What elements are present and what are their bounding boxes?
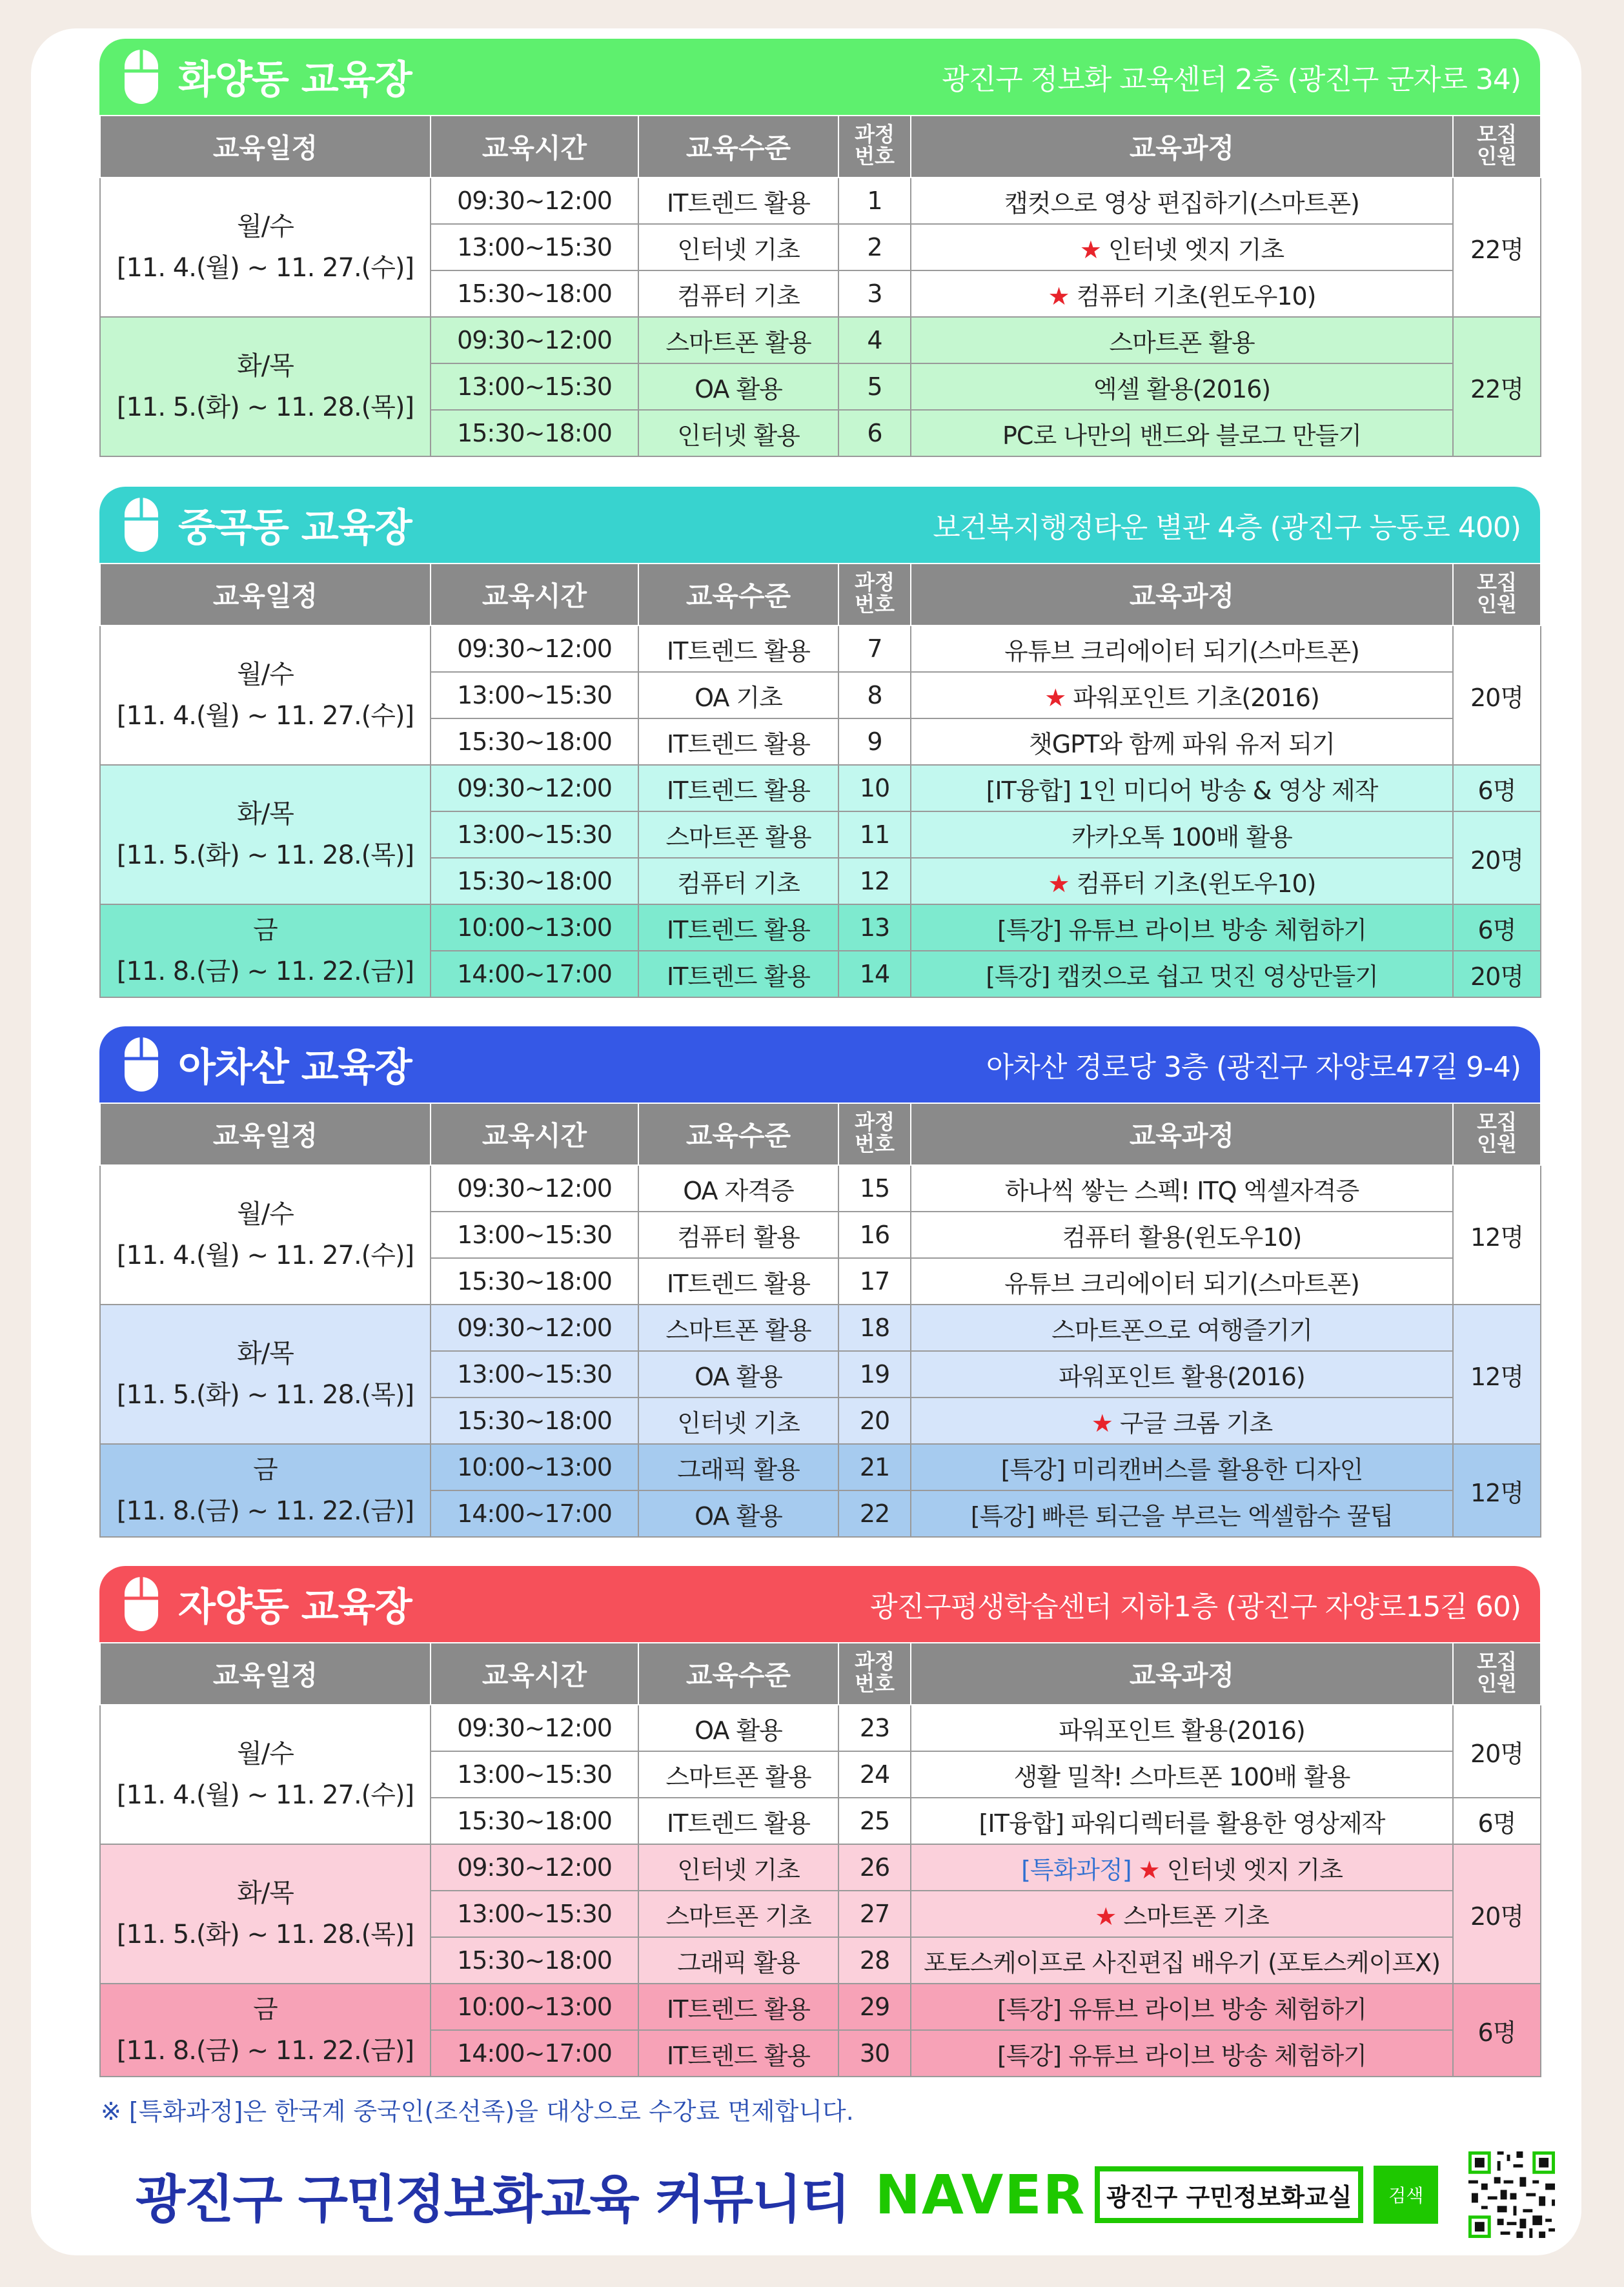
- course-cell: [특강] 빠른 퇴근을 부르는 엑셀함수 꿀팁: [911, 1490, 1453, 1537]
- star-icon: ★: [1138, 1855, 1160, 1884]
- header-time: 교육시간: [431, 1103, 638, 1165]
- naver-search-input[interactable]: 광진구 구민정보화교실: [1095, 2166, 1363, 2223]
- course-no-cell: 8: [838, 672, 911, 718]
- schedule-cell: 금 [11. 8.(금) ~ 11. 22.(금)]: [100, 1984, 431, 2077]
- header-time: 교육시간: [431, 1643, 638, 1705]
- level-cell: 인터넷 기초: [638, 1398, 838, 1444]
- time-cell: 13:00~15:30: [431, 1751, 638, 1798]
- course-cell: ★ 파워포인트 기초(2016): [911, 672, 1453, 718]
- header-course-no: 과정 번호: [838, 564, 911, 625]
- capacity-cell: 20명: [1453, 625, 1541, 765]
- time-cell: 09:30~12:00: [431, 1165, 638, 1212]
- course-cell: ★ 인터넷 엣지 기초: [911, 224, 1453, 270]
- course-cell: 엑셀 활용(2016): [911, 363, 1453, 410]
- time-cell: 15:30~18:00: [431, 858, 638, 904]
- header-capacity: 모집 인원: [1453, 1643, 1541, 1705]
- special-course-tag: [특화과정]: [1021, 1855, 1132, 1884]
- course-cell: [특강] 유튜브 라이브 방송 체험하기: [911, 2030, 1453, 2077]
- header-schedule: 교육일정: [100, 564, 431, 625]
- time-cell: 09:30~12:00: [431, 1705, 638, 1751]
- course-no-cell: 29: [838, 1984, 911, 2030]
- course-no-cell: 30: [838, 2030, 911, 2077]
- header-course: 교육과정: [911, 1103, 1453, 1165]
- table-row: [100, 1444, 1541, 1490]
- star-icon: ★: [1048, 281, 1070, 310]
- capacity-cell: 20명: [1453, 1844, 1541, 1984]
- time-cell: 10:00~13:00: [431, 1984, 638, 2030]
- schedule-cell: 화/목 [11. 5.(화) ~ 11. 28.(목)]: [100, 1844, 431, 1984]
- course-no-cell: 25: [838, 1798, 911, 1844]
- level-cell: IT트렌드 활용: [638, 1258, 838, 1305]
- header-course-no: 과정 번호: [838, 1103, 911, 1165]
- course-cell: 파워포인트 활용(2016): [911, 1705, 1453, 1751]
- course-cell: [IT융합] 파워디렉터를 활용한 영상제작: [911, 1798, 1453, 1844]
- table-row: [100, 765, 1541, 811]
- header-capacity: 모집 인원: [1453, 564, 1541, 625]
- schedule-cell: 월/수 [11. 4.(월) ~ 11. 27.(수)]: [100, 178, 431, 317]
- course-no-cell: 15: [838, 1165, 911, 1212]
- header-schedule: 교육일정: [100, 116, 431, 178]
- level-cell: 인터넷 기초: [638, 1844, 838, 1891]
- time-cell: 13:00~15:30: [431, 811, 638, 858]
- course-cell: 포토스케이프로 사진편집 배우기 (포토스케이프X): [911, 1937, 1453, 1984]
- table-row: [100, 1984, 1541, 2030]
- course-cell: PC로 나만의 밴드와 블로그 만들기: [911, 410, 1453, 456]
- schedule-cell: 화/목 [11. 5.(화) ~ 11. 28.(목)]: [100, 1305, 431, 1444]
- course-cell: 파워포인트 활용(2016): [911, 1351, 1453, 1398]
- table-row: [100, 317, 1541, 363]
- level-cell: IT트렌드 활용: [638, 904, 838, 951]
- section-address: 보건복지행정타운 별관 4층 (광진구 능동로 400): [933, 511, 1521, 544]
- course-cell: ★ 스마트폰 기초: [911, 1891, 1453, 1937]
- time-cell: 13:00~15:30: [431, 224, 638, 270]
- header-course: 교육과정: [911, 1643, 1453, 1705]
- schedule-cell: 월/수 [11. 4.(월) ~ 11. 27.(수)]: [100, 1165, 431, 1305]
- mouse-icon: [123, 1575, 160, 1633]
- course-no-cell: 13: [838, 904, 911, 951]
- time-cell: 15:30~18:00: [431, 1937, 638, 1984]
- level-cell: 스마트폰 기초: [638, 1891, 838, 1937]
- section-title: 화양동 교육장: [178, 57, 412, 103]
- star-icon: ★: [1095, 1902, 1117, 1931]
- header-schedule: 교육일정: [100, 1103, 431, 1165]
- level-cell: OA 활용: [638, 1705, 838, 1751]
- level-cell: 스마트폰 활용: [638, 317, 838, 363]
- level-cell: 스마트폰 활용: [638, 1751, 838, 1798]
- course-cell: 스마트폰 활용: [911, 317, 1453, 363]
- exemption-note: ※ [특화과정]은 한국계 중국인(조선족)을 대상으로 수강료 면제합니다.: [101, 2097, 854, 2126]
- mouse-icon: [123, 48, 160, 106]
- time-cell: 09:30~12:00: [431, 1844, 638, 1891]
- level-cell: IT트렌드 활용: [638, 1798, 838, 1844]
- schedule-table: [99, 115, 1541, 457]
- time-cell: 14:00~17:00: [431, 951, 638, 997]
- level-cell: OA 기초: [638, 672, 838, 718]
- table-header-row: [100, 1103, 1541, 1165]
- time-cell: 09:30~12:00: [431, 317, 638, 363]
- table-row: [100, 178, 1541, 224]
- schedule-cell: 월/수 [11. 4.(월) ~ 11. 27.(수)]: [100, 1705, 431, 1844]
- level-cell: OA 활용: [638, 1490, 838, 1537]
- header-course: 교육과정: [911, 116, 1453, 178]
- section-title: 아차산 교육장: [178, 1045, 412, 1090]
- time-cell: 15:30~18:00: [431, 1398, 638, 1444]
- course-no-cell: 7: [838, 625, 911, 672]
- header-schedule: 교육일정: [100, 1643, 431, 1705]
- course-no-cell: 28: [838, 1937, 911, 1984]
- course-cell: 챗GPT와 함께 파워 유저 되기: [911, 718, 1453, 765]
- level-cell: 인터넷 기초: [638, 224, 838, 270]
- schedule-cell: 금 [11. 8.(금) ~ 11. 22.(금)]: [100, 1444, 431, 1537]
- search-button[interactable]: 검색: [1374, 2166, 1438, 2224]
- star-icon: ★: [1079, 235, 1101, 264]
- schedule-cell: 금 [11. 8.(금) ~ 11. 22.(금)]: [100, 904, 431, 997]
- course-cell: 생활 밀착! 스마트폰 100배 활용: [911, 1751, 1453, 1798]
- course-no-cell: 22: [838, 1490, 911, 1537]
- star-icon: ★: [1044, 683, 1066, 712]
- capacity-cell: 20명: [1453, 1705, 1541, 1798]
- course-no-cell: 17: [838, 1258, 911, 1305]
- table-header-row: [100, 116, 1541, 178]
- level-cell: IT트렌드 활용: [638, 2030, 838, 2077]
- course-cell: 캡컷으로 영상 편집하기(스마트폰): [911, 178, 1453, 224]
- course-no-cell: 21: [838, 1444, 911, 1490]
- time-cell: 15:30~18:00: [431, 410, 638, 456]
- mouse-icon: [123, 496, 160, 554]
- capacity-cell: 20명: [1453, 951, 1541, 997]
- header-level: 교육수준: [638, 564, 838, 625]
- time-cell: 14:00~17:00: [431, 2030, 638, 2077]
- level-cell: 컴퓨터 기초: [638, 858, 838, 904]
- course-cell: 카카오톡 100배 활용: [911, 811, 1453, 858]
- course-cell: 하나씩 쌓는 스펙! ITQ 엑셀자격증: [911, 1165, 1453, 1212]
- time-cell: 15:30~18:00: [431, 718, 638, 765]
- section-header: [99, 487, 1540, 563]
- course-no-cell: 4: [838, 317, 911, 363]
- course-no-cell: 26: [838, 1844, 911, 1891]
- schedule-table: [99, 1103, 1541, 1538]
- table-header-row: [100, 564, 1541, 625]
- table-header-row: [100, 1643, 1541, 1705]
- course-no-cell: 11: [838, 811, 911, 858]
- time-cell: 15:30~18:00: [431, 1798, 638, 1844]
- section-address: 광진구평생학습센터 지하1층 (광진구 자양로15길 60): [870, 1591, 1521, 1623]
- table-row: [100, 1165, 1541, 1212]
- time-cell: 15:30~18:00: [431, 1258, 638, 1305]
- header-capacity: 모집 인원: [1453, 116, 1541, 178]
- course-no-cell: 10: [838, 765, 911, 811]
- capacity-cell: 12명: [1453, 1444, 1541, 1537]
- section-header: [99, 1026, 1540, 1103]
- level-cell: IT트렌드 활용: [638, 951, 838, 997]
- capacity-cell: 22명: [1453, 317, 1541, 456]
- header-level: 교육수준: [638, 1103, 838, 1165]
- header-course-no: 과정 번호: [838, 1643, 911, 1705]
- course-no-cell: 9: [838, 718, 911, 765]
- capacity-cell: 6명: [1453, 1798, 1541, 1844]
- capacity-cell: 12명: [1453, 1305, 1541, 1444]
- time-cell: 14:00~17:00: [431, 1490, 638, 1537]
- course-no-cell: 6: [838, 410, 911, 456]
- header-course: 교육과정: [911, 564, 1453, 625]
- capacity-cell: 20명: [1453, 811, 1541, 904]
- level-cell: IT트렌드 활용: [638, 178, 838, 224]
- header-course-no: 과정 번호: [838, 116, 911, 178]
- course-cell: [특화과정] ★ 인터넷 엣지 기초: [911, 1844, 1453, 1891]
- section-header: [99, 39, 1540, 115]
- time-cell: 13:00~15:30: [431, 363, 638, 410]
- qr-code-icon[interactable]: [1465, 2148, 1558, 2241]
- course-cell: 컴퓨터 활용(윈도우10): [911, 1212, 1453, 1258]
- level-cell: 그래픽 활용: [638, 1937, 838, 1984]
- section-title: 중곡동 교육장: [178, 505, 412, 551]
- course-cell: [특강] 미리캔버스를 활용한 디자인: [911, 1444, 1453, 1490]
- level-cell: IT트렌드 활용: [638, 718, 838, 765]
- section-address: 아차산 경로당 3층 (광진구 자양로47길 9-4): [986, 1051, 1521, 1084]
- course-no-cell: 18: [838, 1305, 911, 1351]
- time-cell: 09:30~12:00: [431, 178, 638, 224]
- time-cell: 13:00~15:30: [431, 672, 638, 718]
- section-junggok: [99, 487, 1540, 998]
- capacity-cell: 6명: [1453, 1984, 1541, 2077]
- course-no-cell: 20: [838, 1398, 911, 1444]
- course-cell: 유튜브 크리에이터 되기(스마트폰): [911, 625, 1453, 672]
- time-cell: 13:00~15:30: [431, 1212, 638, 1258]
- time-cell: 10:00~13:00: [431, 1444, 638, 1490]
- time-cell: 15:30~18:00: [431, 270, 638, 317]
- course-no-cell: 2: [838, 224, 911, 270]
- header-time: 교육시간: [431, 116, 638, 178]
- level-cell: 컴퓨터 기초: [638, 270, 838, 317]
- course-cell: [특강] 유튜브 라이브 방송 체험하기: [911, 1984, 1453, 2030]
- level-cell: 컴퓨터 활용: [638, 1212, 838, 1258]
- footer: [136, 2156, 1558, 2233]
- course-no-cell: 23: [838, 1705, 911, 1751]
- star-icon: ★: [1091, 1408, 1113, 1438]
- section-jayang: [99, 1566, 1540, 2077]
- course-no-cell: 5: [838, 363, 911, 410]
- time-cell: 10:00~13:00: [431, 904, 638, 951]
- naver-logo: NAVER: [875, 2163, 1086, 2226]
- level-cell: OA 활용: [638, 363, 838, 410]
- course-no-cell: 1: [838, 178, 911, 224]
- header-level: 교육수준: [638, 1643, 838, 1705]
- course-no-cell: 16: [838, 1212, 911, 1258]
- level-cell: OA 활용: [638, 1351, 838, 1398]
- schedule-cell: 화/목 [11. 5.(화) ~ 11. 28.(목)]: [100, 765, 431, 904]
- time-cell: 13:00~15:30: [431, 1891, 638, 1937]
- course-cell: [특강] 유튜브 라이브 방송 체험하기: [911, 904, 1453, 951]
- section-achasan: [99, 1026, 1540, 1538]
- time-cell: 09:30~12:00: [431, 1305, 638, 1351]
- schedule-cell: 월/수 [11. 4.(월) ~ 11. 27.(수)]: [100, 625, 431, 765]
- section-hwayang: [99, 39, 1540, 457]
- section-title: 자양동 교육장: [178, 1585, 412, 1630]
- star-icon: ★: [1048, 869, 1070, 898]
- table-row: [100, 625, 1541, 672]
- table-row: [100, 1844, 1541, 1891]
- course-no-cell: 27: [838, 1891, 911, 1937]
- level-cell: 그래픽 활용: [638, 1444, 838, 1490]
- level-cell: IT트렌드 활용: [638, 1984, 838, 2030]
- table-row: [100, 1705, 1541, 1751]
- header-time: 교육시간: [431, 564, 638, 625]
- capacity-cell: 6명: [1453, 904, 1541, 951]
- section-header: [99, 1566, 1540, 1642]
- schedule-cell: 화/목 [11. 5.(화) ~ 11. 28.(목)]: [100, 317, 431, 456]
- course-no-cell: 19: [838, 1351, 911, 1398]
- course-cell: [IT융합] 1인 미디어 방송 & 영상 제작: [911, 765, 1453, 811]
- mouse-icon: [123, 1035, 160, 1093]
- course-no-cell: 14: [838, 951, 911, 997]
- course-cell: ★ 구글 크롬 기초: [911, 1398, 1453, 1444]
- time-cell: 09:30~12:00: [431, 625, 638, 672]
- course-no-cell: 3: [838, 270, 911, 317]
- level-cell: 스마트폰 활용: [638, 1305, 838, 1351]
- level-cell: 인터넷 활용: [638, 410, 838, 456]
- capacity-cell: 22명: [1453, 178, 1541, 317]
- course-no-cell: 24: [838, 1751, 911, 1798]
- schedule-table: [99, 1642, 1541, 2077]
- header-capacity: 모집 인원: [1453, 1103, 1541, 1165]
- course-cell: 유튜브 크리에이터 되기(스마트폰): [911, 1258, 1453, 1305]
- section-address: 광진구 정보화 교육센터 2층 (광진구 군자로 34): [942, 63, 1521, 96]
- community-title: 광진구 구민정보화교육 커뮤니티: [136, 2169, 849, 2230]
- time-cell: 13:00~15:30: [431, 1351, 638, 1398]
- capacity-cell: 6명: [1453, 765, 1541, 811]
- level-cell: 스마트폰 활용: [638, 811, 838, 858]
- course-cell: [특강] 캡컷으로 쉽고 멋진 영상만들기: [911, 951, 1453, 997]
- course-cell: ★ 컴퓨터 기초(윈도우10): [911, 270, 1453, 317]
- level-cell: OA 자격증: [638, 1165, 838, 1212]
- level-cell: IT트렌드 활용: [638, 765, 838, 811]
- table-row: [100, 904, 1541, 951]
- course-cell: ★ 컴퓨터 기초(윈도우10): [911, 858, 1453, 904]
- time-cell: 09:30~12:00: [431, 765, 638, 811]
- course-no-cell: 12: [838, 858, 911, 904]
- capacity-cell: 12명: [1453, 1165, 1541, 1305]
- schedule-table: [99, 563, 1541, 998]
- level-cell: IT트렌드 활용: [638, 625, 838, 672]
- header-level: 교육수준: [638, 116, 838, 178]
- course-cell: 스마트폰으로 여행즐기기: [911, 1305, 1453, 1351]
- table-row: [100, 1305, 1541, 1351]
